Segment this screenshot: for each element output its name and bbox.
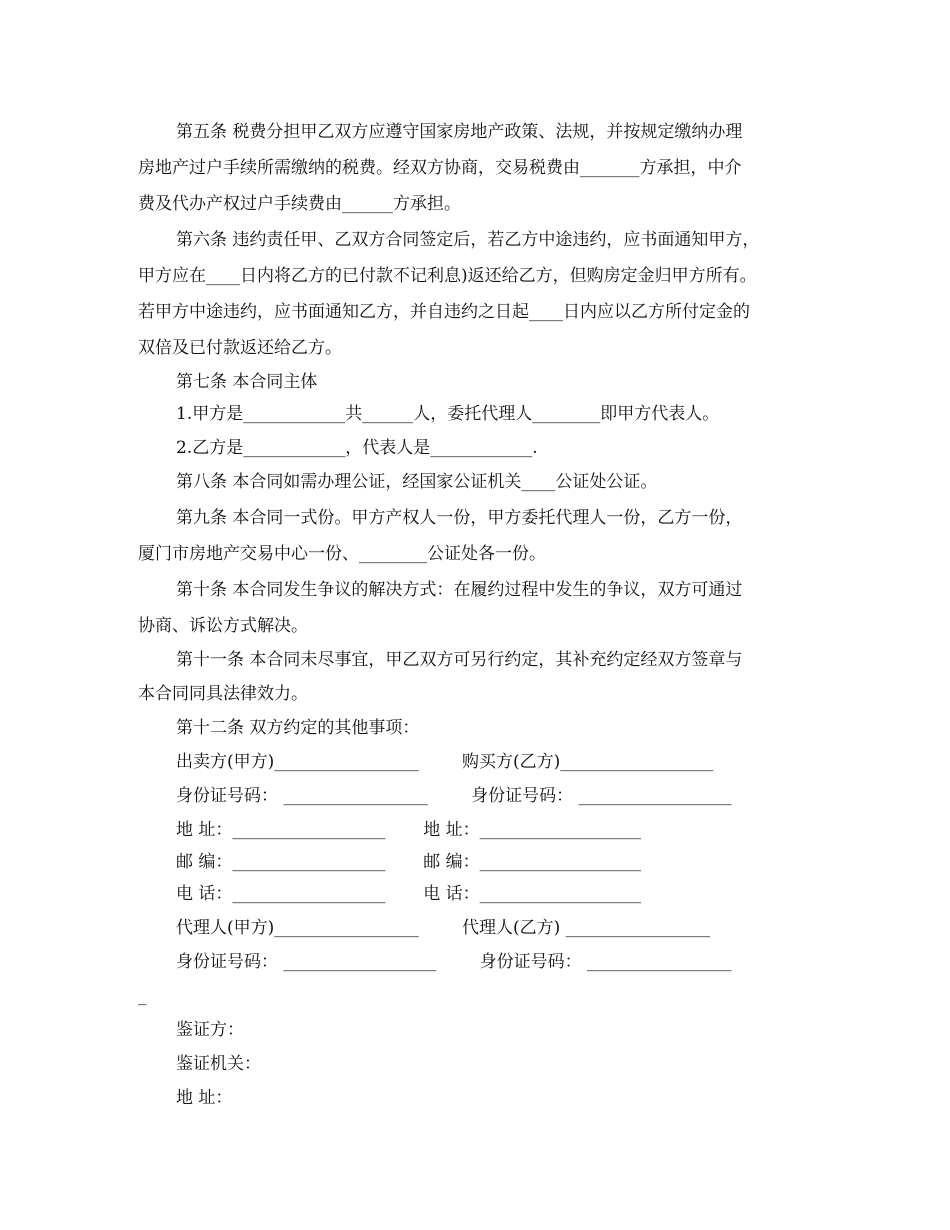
article-9-line-2: 厦门市房地产交易中心一份、________公证处各一份。	[138, 544, 546, 564]
witness-party: 鉴证方：	[176, 1020, 244, 1040]
article-8: 第八条 本合同如需办理公证，经国家公证机关____公证处公证。	[176, 472, 658, 492]
article-5-line-1: 第五条 税费分担甲乙双方应遵守国家房地产政策、法规，并按规定缴纳办理	[176, 122, 743, 142]
witness-agency: 鉴证机关：	[176, 1054, 261, 1074]
witness-address: 地 址：	[176, 1088, 233, 1108]
signature-seller-buyer: 出卖方(甲方)_________________ 购买方(乙方)__________________	[176, 752, 714, 772]
article-6-line-1: 第六条 违约责任甲、乙双方合同签定后，若乙方中途违约，应书面通知甲方，	[176, 230, 760, 250]
article-12-heading: 第十二条 双方约定的其他事项：	[176, 718, 420, 738]
signature-address: 地 址：__________________ 地 址：___________________	[176, 820, 642, 840]
article-7-heading: 第七条 本合同主体	[176, 372, 318, 392]
article-5-line-2: 房地产过户手续所需缴纳的税费。经双方协商，交易税费由_______方承担，中介	[138, 158, 742, 178]
signature-agent-id-number: 身份证号码： __________________ 身份证号码： _________________	[176, 952, 732, 972]
article-6-line-4: 双倍及已付款返还给乙方。	[138, 338, 342, 358]
article-10-line-1: 第十条 本合同发生争议的解决方式：在履约过程中发生的争议，双方可通过	[176, 580, 743, 600]
article-7-party-a: 1.甲方是____________共______人，委托代理人________即甲方代表人。	[176, 404, 720, 424]
signature-id-number: 身份证号码： _________________ 身份证号码： __________________	[176, 786, 732, 806]
signature-phone: 电 话：__________________ 电 话：___________________	[176, 884, 642, 904]
article-9-line-1: 第九条 本合同一式份。甲方产权人一份，甲方委托代理人一份，乙方一份，	[176, 508, 743, 528]
signature-agent: 代理人(甲方)_________________ 代理人(乙方) _________________	[176, 918, 711, 938]
article-6-line-2: 甲方应在____日内将乙方的已付款不记利息)返还给乙方，但购房定金归甲方所有。	[138, 266, 757, 286]
stray-underscore: _	[138, 986, 147, 1006]
article-5-line-3: 费及代办产权过户手续费由______方承担。	[138, 194, 461, 214]
article-11-line-2: 本合同同具法律效力。	[138, 684, 308, 704]
signature-postcode: 邮 编：__________________ 邮 编：___________________	[176, 852, 642, 872]
article-6-line-3: 若甲方中途违约，应书面通知乙方，并自违约之日起____日内应以乙方所付定金的	[138, 302, 750, 322]
article-10-line-2: 协商、诉讼方式解决。	[138, 616, 308, 636]
article-11-line-1: 第十一条 本合同未尽事宜，甲乙双方可另行约定，其补充约定经双方签章与	[176, 650, 743, 670]
article-7-party-b: 2.乙方是____________，代表人是____________.	[176, 438, 538, 458]
